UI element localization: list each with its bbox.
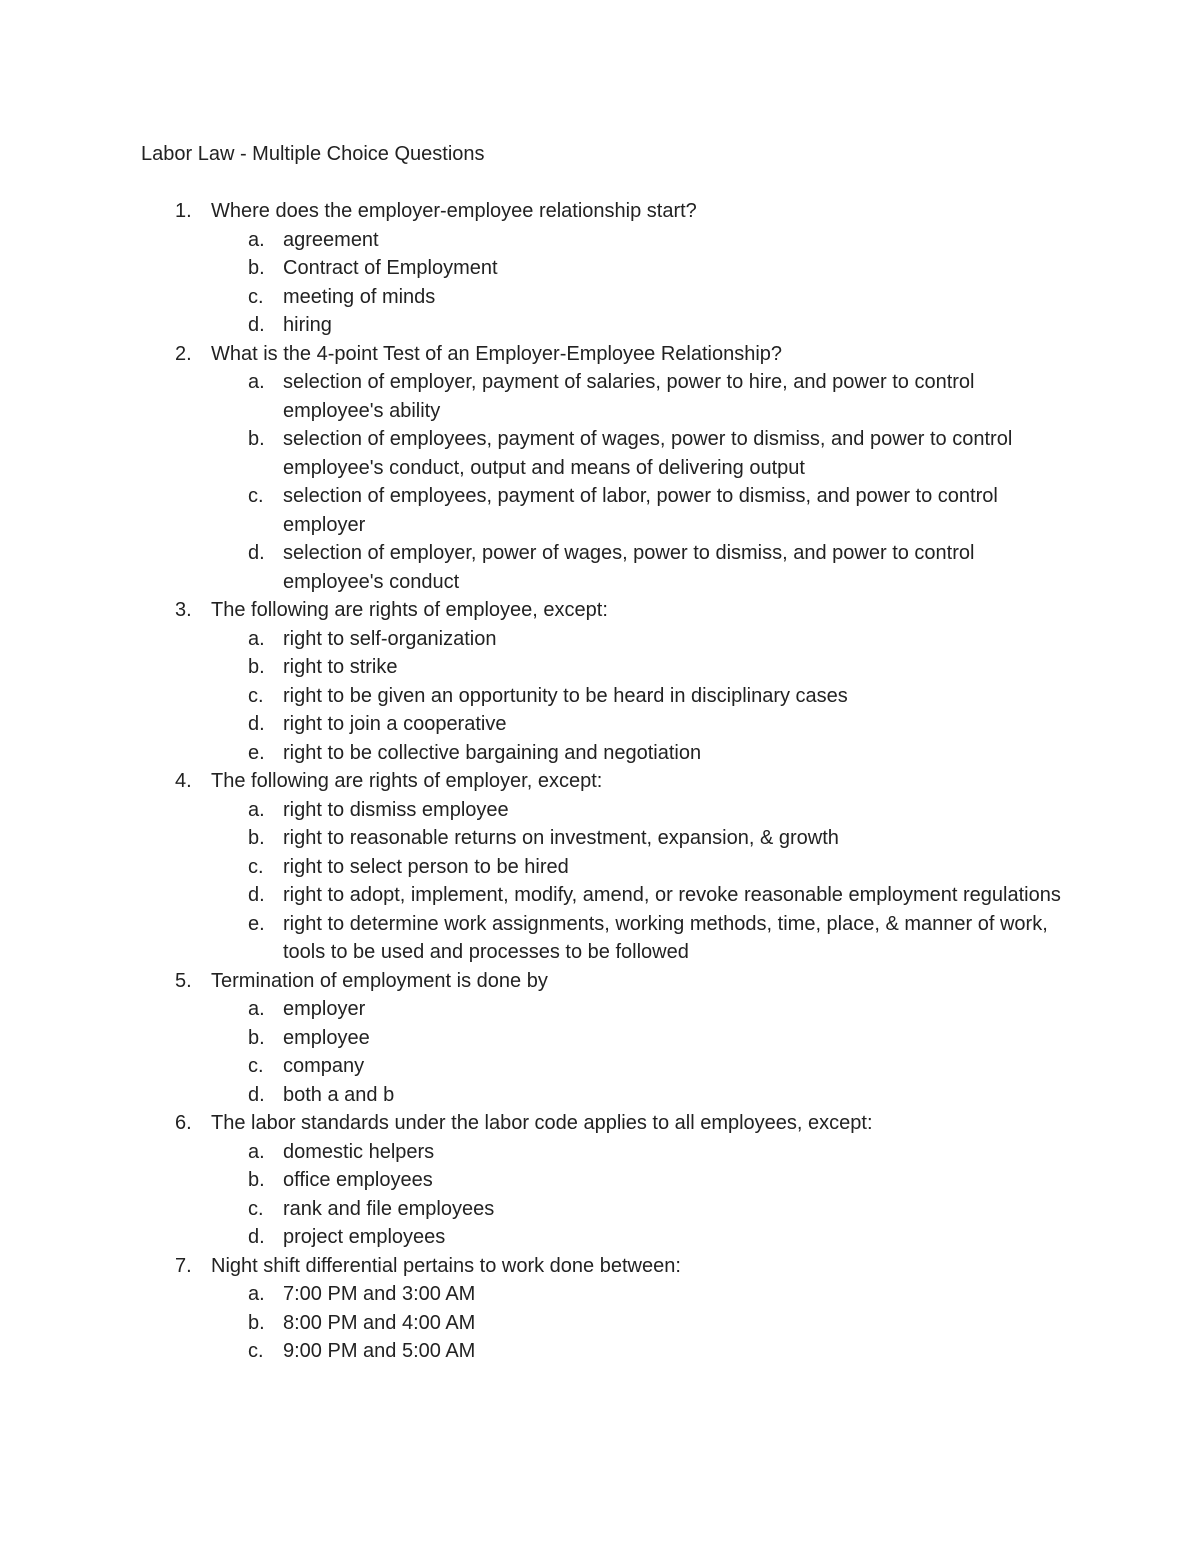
answer-option — [0, 1081, 1200, 1110]
option-letter: a. — [248, 371, 265, 393]
answer-option — [0, 368, 1200, 425]
question-list — [0, 197, 1200, 1366]
option-letter: d. — [248, 1226, 265, 1248]
answer-option — [0, 425, 1200, 482]
option-text: domestic helpers — [283, 1140, 435, 1163]
answer-option — [0, 311, 1200, 340]
question-text: The following are rights of employer, except: — [211, 770, 603, 792]
option-text: right to strike — [283, 656, 398, 678]
question-number: 1. — [175, 200, 192, 222]
question-item — [0, 197, 1200, 340]
question-number: 4. — [175, 770, 192, 792]
option-letter: c. — [248, 1055, 264, 1077]
option-letter: b. — [248, 827, 265, 849]
question-row — [0, 767, 1200, 796]
option-text: selection of employer, power of wages, power to dismiss, and power to control employee's conduct — [283, 542, 975, 593]
option-letter: c. — [248, 1340, 264, 1362]
option-letter: b. — [248, 1311, 265, 1334]
answer-option — [0, 283, 1200, 312]
option-letter: e. — [248, 912, 265, 935]
answer-option — [0, 910, 1200, 967]
option-text: both a and b — [283, 1083, 395, 1106]
question-text: The labor standards under the labor code applies to all employees, except: — [211, 1112, 873, 1134]
answer-option — [0, 796, 1200, 825]
question-item — [0, 1109, 1200, 1252]
option-letter: a. — [248, 998, 265, 1020]
option-text: project employees — [283, 1226, 446, 1248]
option-text: right to reasonable returns on investment, expansion, & growth — [283, 827, 839, 849]
option-letter: c. — [248, 285, 264, 308]
answer-option — [0, 1195, 1200, 1224]
answer-option — [0, 682, 1200, 711]
option-text: right to select person to be hired — [283, 855, 569, 878]
option-text: 8:00 PM and 4:00 AM — [283, 1311, 476, 1334]
option-text: right to be collective bargaining and negotiation — [283, 741, 702, 764]
answer-option — [0, 1280, 1200, 1309]
option-text: selection of employees, payment of wages, power to dismiss, and power to control employee's conduct, output and means of delivering output — [283, 428, 1013, 479]
answer-option — [0, 1138, 1200, 1167]
answer-option — [0, 824, 1200, 853]
question-number: 7. — [175, 1254, 192, 1277]
answer-option — [0, 1337, 1200, 1366]
option-letter: b. — [248, 1026, 265, 1049]
option-text: right to self-organization — [283, 627, 497, 650]
question-item — [0, 967, 1200, 1110]
option-text: rank and file employees — [283, 1197, 495, 1220]
option-text: Contract of Employment — [283, 257, 498, 279]
option-letter: d. — [248, 1083, 265, 1106]
option-text: employer — [283, 998, 366, 1020]
option-text: hiring — [283, 314, 332, 336]
option-text: right to dismiss employee — [283, 798, 509, 821]
question-number: 6. — [175, 1112, 192, 1134]
option-letter: b. — [248, 428, 265, 450]
answer-option — [0, 1024, 1200, 1053]
option-text: right to be given an opportunity to be heard in disciplinary cases — [283, 684, 848, 707]
question-number: 2. — [175, 342, 192, 365]
answer-option — [0, 226, 1200, 255]
answer-option — [0, 710, 1200, 739]
question-item — [0, 1252, 1200, 1366]
question-item — [0, 767, 1200, 967]
option-text: meeting of minds — [283, 285, 436, 308]
document-title: Labor Law - Multiple Choice Questions — [141, 143, 485, 165]
option-text: 9:00 PM and 5:00 AM — [283, 1340, 476, 1362]
option-letter: c. — [248, 684, 264, 707]
answer-option — [0, 539, 1200, 596]
question-row — [0, 1109, 1200, 1138]
option-letter: a. — [248, 1283, 265, 1305]
question-row — [0, 967, 1200, 996]
option-text: agreement — [283, 228, 379, 251]
option-letter: d. — [248, 884, 265, 906]
option-text: selection of employees, payment of labor, power to dismiss, and power to control employer — [283, 485, 998, 536]
question-text: Where does the employer-employee relationship start? — [211, 200, 697, 222]
option-letter: c. — [248, 855, 264, 878]
option-text: employee — [283, 1026, 370, 1049]
answer-option — [0, 1223, 1200, 1252]
option-letter: d. — [248, 713, 265, 735]
question-number: 3. — [175, 599, 192, 621]
question-row — [0, 197, 1200, 226]
answer-option — [0, 739, 1200, 768]
option-text: office employees — [283, 1169, 433, 1191]
question-text: Termination of employment is done by — [211, 969, 548, 992]
answer-option — [0, 482, 1200, 539]
question-row — [0, 596, 1200, 625]
option-letter: b. — [248, 257, 265, 279]
question-number: 5. — [175, 969, 192, 992]
option-letter: a. — [248, 228, 265, 251]
answer-option — [0, 1052, 1200, 1081]
option-letter: d. — [248, 542, 265, 564]
answer-option — [0, 1309, 1200, 1338]
question-text: The following are rights of employee, except: — [211, 599, 608, 621]
question-item — [0, 340, 1200, 597]
option-text: company — [283, 1055, 365, 1077]
option-letter: c. — [248, 485, 264, 507]
option-text: 7:00 PM and 3:00 AM — [283, 1283, 476, 1305]
option-letter: e. — [248, 741, 265, 764]
option-text: right to join a cooperative — [283, 713, 507, 735]
option-text: right to adopt, implement, modify, amend, or revoke reasonable employment regulations — [283, 884, 1061, 906]
option-letter: c. — [248, 1197, 264, 1220]
answer-option — [0, 254, 1200, 283]
option-letter: d. — [248, 314, 265, 336]
option-letter: a. — [248, 798, 265, 821]
answer-option — [0, 653, 1200, 682]
answer-option — [0, 625, 1200, 654]
option-text: selection of employer, payment of salaries, power to hire, and power to control employee's ability — [283, 371, 975, 422]
question-item — [0, 596, 1200, 767]
answer-option — [0, 1166, 1200, 1195]
question-row — [0, 1252, 1200, 1281]
option-letter: b. — [248, 1169, 265, 1191]
option-letter: a. — [248, 1140, 265, 1163]
question-text: Night shift differential pertains to work done between: — [211, 1254, 681, 1277]
answer-option — [0, 881, 1200, 910]
question-row — [0, 340, 1200, 369]
option-letter: b. — [248, 656, 265, 678]
option-letter: a. — [248, 627, 265, 650]
question-text: What is the 4-point Test of an Employer-Employee Relationship? — [211, 342, 783, 365]
option-text: right to determine work assignments, working methods, time, place, & manner of work, tools to be used and processes to be followed — [283, 912, 1048, 963]
answer-option — [0, 995, 1200, 1024]
answer-option — [0, 853, 1200, 882]
